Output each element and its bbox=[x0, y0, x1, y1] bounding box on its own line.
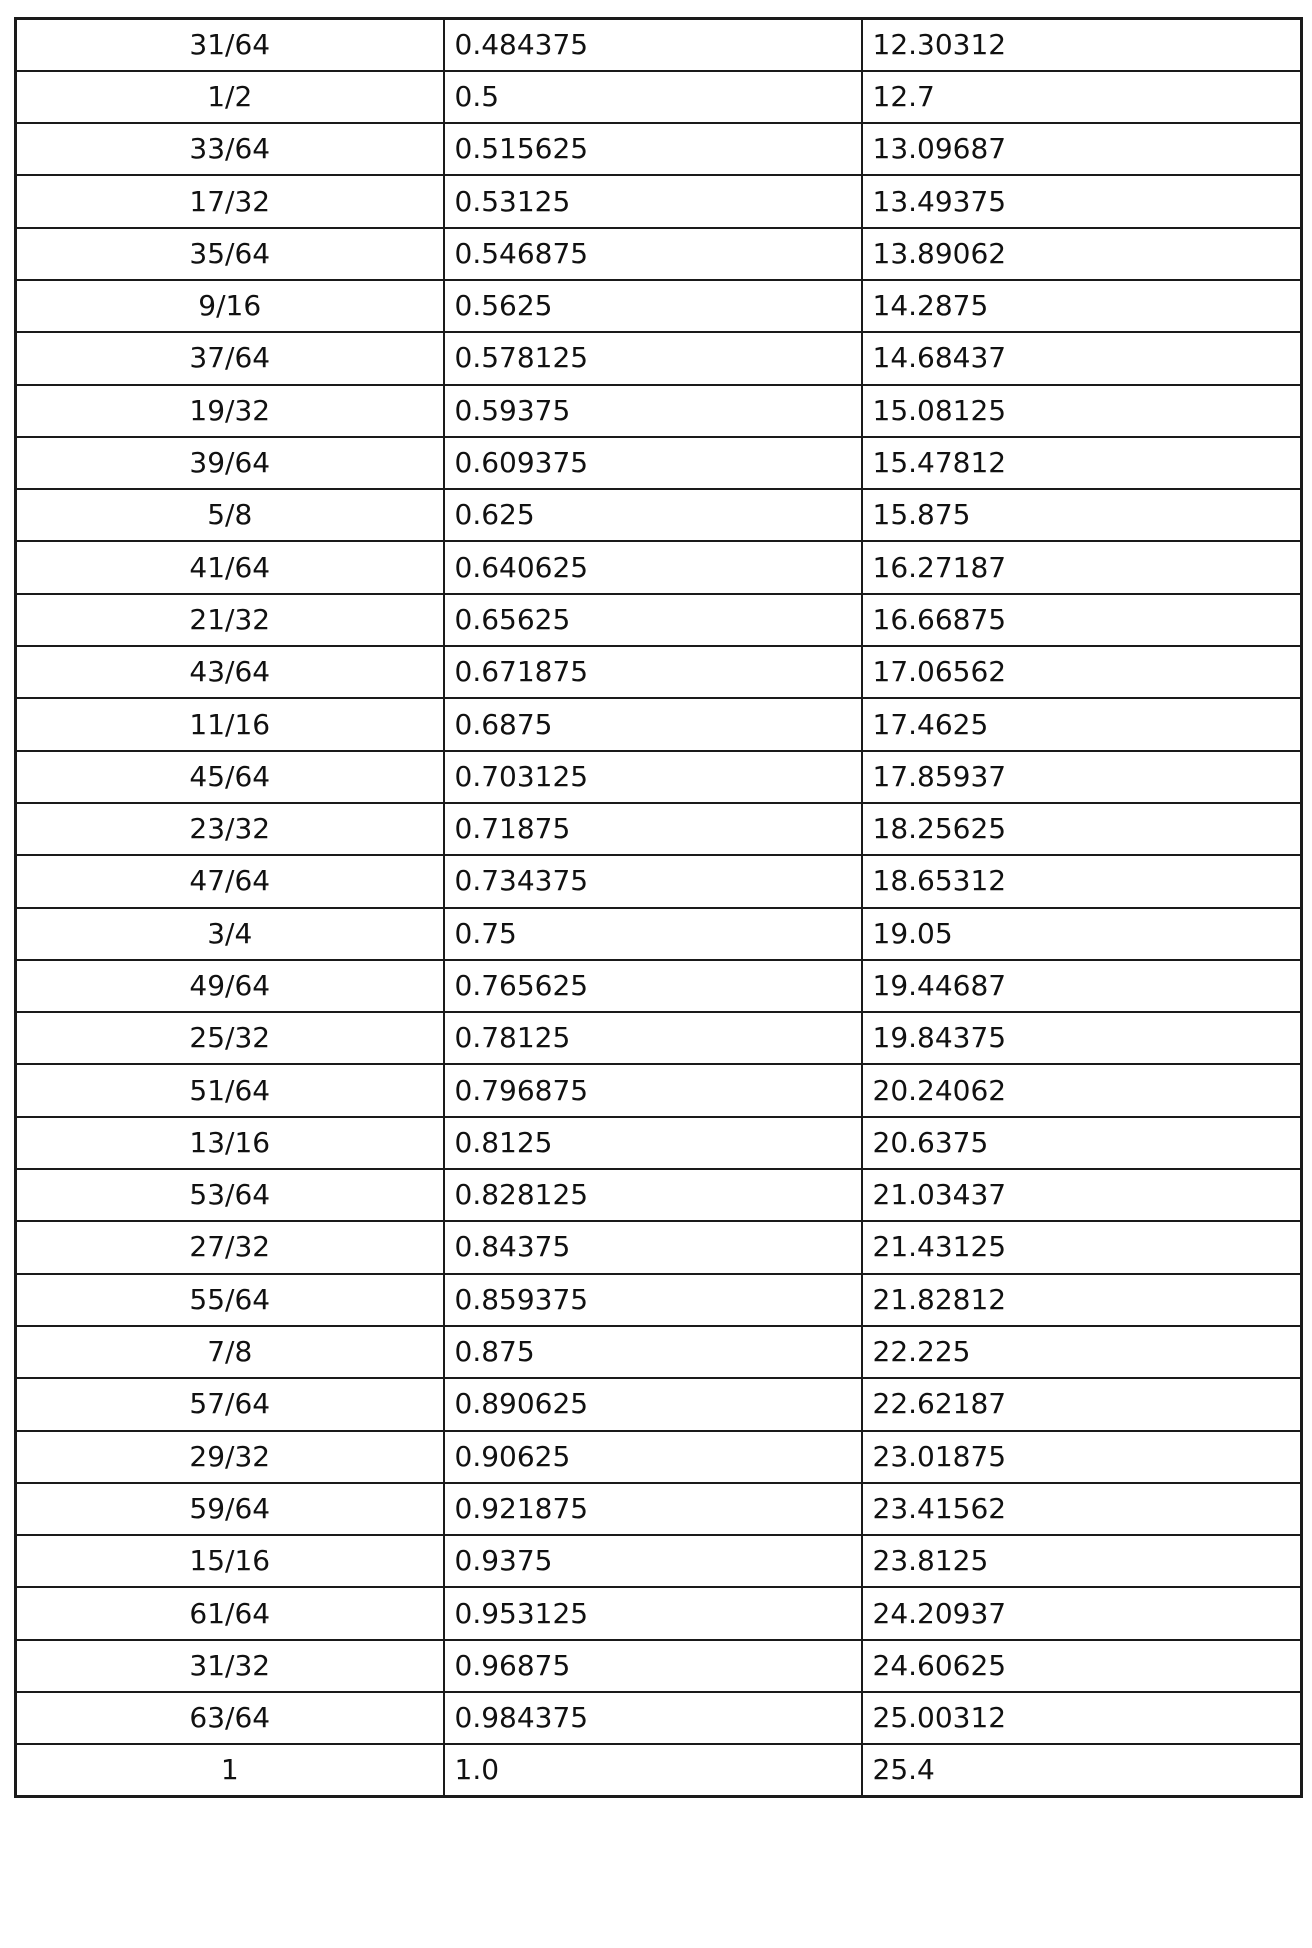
decimal-inch-cell: 1.0 bbox=[444, 1744, 862, 1796]
table-row bbox=[16, 1483, 1302, 1535]
millimeter-cell: 22.62187 bbox=[862, 1378, 1302, 1430]
decimal-inch-cell: 0.984375 bbox=[444, 1692, 862, 1744]
table-row bbox=[16, 1117, 1302, 1169]
millimeter-cell: 21.82812 bbox=[862, 1274, 1302, 1326]
decimal-inch-cell: 0.875 bbox=[444, 1326, 862, 1378]
decimal-inch-cell: 0.96875 bbox=[444, 1640, 862, 1692]
fraction-cell: 3/4 bbox=[16, 908, 444, 960]
decimal-inch-cell: 0.53125 bbox=[444, 175, 862, 227]
fraction-cell: 47/64 bbox=[16, 855, 444, 907]
millimeter-cell: 15.08125 bbox=[862, 385, 1302, 437]
decimal-inch-cell: 0.546875 bbox=[444, 228, 862, 280]
table-row bbox=[16, 1221, 1302, 1273]
millimeter-cell: 13.49375 bbox=[862, 175, 1302, 227]
table-row bbox=[16, 751, 1302, 803]
decimal-inch-cell: 0.84375 bbox=[444, 1221, 862, 1273]
millimeter-cell: 18.25625 bbox=[862, 803, 1302, 855]
fraction-cell: 49/64 bbox=[16, 960, 444, 1012]
decimal-inch-cell: 0.8125 bbox=[444, 1117, 862, 1169]
table-row bbox=[16, 489, 1302, 541]
table-row bbox=[16, 385, 1302, 437]
fraction-cell: 53/64 bbox=[16, 1169, 444, 1221]
table-row bbox=[16, 1535, 1302, 1587]
fraction-cell: 39/64 bbox=[16, 437, 444, 489]
millimeter-cell: 16.66875 bbox=[862, 594, 1302, 646]
fraction-cell: 17/32 bbox=[16, 175, 444, 227]
decimal-inch-cell: 0.953125 bbox=[444, 1587, 862, 1639]
fraction-cell: 5/8 bbox=[16, 489, 444, 541]
decimal-inch-cell: 0.625 bbox=[444, 489, 862, 541]
decimal-inch-cell: 0.640625 bbox=[444, 541, 862, 593]
millimeter-cell: 19.05 bbox=[862, 908, 1302, 960]
fraction-cell: 43/64 bbox=[16, 646, 444, 698]
fraction-cell: 35/64 bbox=[16, 228, 444, 280]
table-row bbox=[16, 1012, 1302, 1064]
fraction-cell: 29/32 bbox=[16, 1431, 444, 1483]
decimal-inch-cell: 0.59375 bbox=[444, 385, 862, 437]
millimeter-cell: 12.30312 bbox=[862, 19, 1302, 71]
table-row bbox=[16, 1326, 1302, 1378]
fraction-cell: 27/32 bbox=[16, 1221, 444, 1273]
table-row bbox=[16, 1744, 1302, 1796]
table-row bbox=[16, 280, 1302, 332]
millimeter-cell: 24.20937 bbox=[862, 1587, 1302, 1639]
millimeter-cell: 20.24062 bbox=[862, 1064, 1302, 1116]
decimal-inch-cell: 0.71875 bbox=[444, 803, 862, 855]
fraction-cell: 11/16 bbox=[16, 698, 444, 750]
millimeter-cell: 14.2875 bbox=[862, 280, 1302, 332]
table-row bbox=[16, 1274, 1302, 1326]
table-row bbox=[16, 1587, 1302, 1639]
fraction-cell: 59/64 bbox=[16, 1483, 444, 1535]
fraction-cell: 19/32 bbox=[16, 385, 444, 437]
millimeter-cell: 25.4 bbox=[862, 1744, 1302, 1796]
fraction-cell: 55/64 bbox=[16, 1274, 444, 1326]
fraction-cell: 57/64 bbox=[16, 1378, 444, 1430]
fraction-cell: 33/64 bbox=[16, 123, 444, 175]
millimeter-cell: 23.01875 bbox=[862, 1431, 1302, 1483]
table-row bbox=[16, 123, 1302, 175]
table-row bbox=[16, 437, 1302, 489]
table-row bbox=[16, 1064, 1302, 1116]
table-row bbox=[16, 960, 1302, 1012]
fraction-cell: 23/32 bbox=[16, 803, 444, 855]
table-row bbox=[16, 332, 1302, 384]
fraction-cell: 51/64 bbox=[16, 1064, 444, 1116]
fraction-cell: 31/64 bbox=[16, 19, 444, 71]
fraction-cell: 31/32 bbox=[16, 1640, 444, 1692]
decimal-inch-cell: 0.734375 bbox=[444, 855, 862, 907]
decimal-inch-cell: 0.703125 bbox=[444, 751, 862, 803]
fraction-cell: 61/64 bbox=[16, 1587, 444, 1639]
decimal-inch-cell: 0.765625 bbox=[444, 960, 862, 1012]
millimeter-cell: 15.47812 bbox=[862, 437, 1302, 489]
decimal-inch-cell: 0.890625 bbox=[444, 1378, 862, 1430]
millimeter-cell: 23.41562 bbox=[862, 1483, 1302, 1535]
millimeter-cell: 21.03437 bbox=[862, 1169, 1302, 1221]
decimal-inch-cell: 0.90625 bbox=[444, 1431, 862, 1483]
fraction-cell: 1/2 bbox=[16, 71, 444, 123]
fraction-cell: 9/16 bbox=[16, 280, 444, 332]
millimeter-cell: 19.44687 bbox=[862, 960, 1302, 1012]
decimal-inch-cell: 0.5 bbox=[444, 71, 862, 123]
decimal-inch-cell: 0.828125 bbox=[444, 1169, 862, 1221]
decimal-inch-cell: 0.484375 bbox=[444, 19, 862, 71]
decimal-inch-cell: 0.671875 bbox=[444, 646, 862, 698]
millimeter-cell: 24.60625 bbox=[862, 1640, 1302, 1692]
fraction-cell: 13/16 bbox=[16, 1117, 444, 1169]
millimeter-cell: 21.43125 bbox=[862, 1221, 1302, 1273]
decimal-inch-cell: 0.921875 bbox=[444, 1483, 862, 1535]
conversion-table bbox=[14, 17, 1303, 1798]
fraction-cell: 1 bbox=[16, 1744, 444, 1796]
millimeter-cell: 22.225 bbox=[862, 1326, 1302, 1378]
table-row bbox=[16, 228, 1302, 280]
table-row bbox=[16, 1692, 1302, 1744]
table-row bbox=[16, 908, 1302, 960]
millimeter-cell: 15.875 bbox=[862, 489, 1302, 541]
decimal-inch-cell: 0.515625 bbox=[444, 123, 862, 175]
millimeter-cell: 17.85937 bbox=[862, 751, 1302, 803]
table-row bbox=[16, 541, 1302, 593]
table-row bbox=[16, 646, 1302, 698]
decimal-inch-cell: 0.609375 bbox=[444, 437, 862, 489]
fraction-cell: 15/16 bbox=[16, 1535, 444, 1587]
millimeter-cell: 12.7 bbox=[862, 71, 1302, 123]
fraction-cell: 7/8 bbox=[16, 1326, 444, 1378]
decimal-inch-cell: 0.78125 bbox=[444, 1012, 862, 1064]
decimal-inch-cell: 0.75 bbox=[444, 908, 862, 960]
fraction-cell: 37/64 bbox=[16, 332, 444, 384]
table-row bbox=[16, 803, 1302, 855]
millimeter-cell: 25.00312 bbox=[862, 1692, 1302, 1744]
table-row bbox=[16, 855, 1302, 907]
conversion-table-body bbox=[16, 19, 1302, 1797]
millimeter-cell: 18.65312 bbox=[862, 855, 1302, 907]
fraction-cell: 21/32 bbox=[16, 594, 444, 646]
fraction-cell: 41/64 bbox=[16, 541, 444, 593]
decimal-inch-cell: 0.578125 bbox=[444, 332, 862, 384]
decimal-inch-cell: 0.9375 bbox=[444, 1535, 862, 1587]
millimeter-cell: 13.09687 bbox=[862, 123, 1302, 175]
table-row bbox=[16, 594, 1302, 646]
fraction-cell: 25/32 bbox=[16, 1012, 444, 1064]
decimal-inch-cell: 0.796875 bbox=[444, 1064, 862, 1116]
table-row bbox=[16, 1640, 1302, 1692]
table-row bbox=[16, 1431, 1302, 1483]
decimal-inch-cell: 0.6875 bbox=[444, 698, 862, 750]
table-row bbox=[16, 19, 1302, 71]
table-row bbox=[16, 698, 1302, 750]
millimeter-cell: 17.06562 bbox=[862, 646, 1302, 698]
fraction-cell: 63/64 bbox=[16, 1692, 444, 1744]
table-row bbox=[16, 1378, 1302, 1430]
millimeter-cell: 17.4625 bbox=[862, 698, 1302, 750]
millimeter-cell: 16.27187 bbox=[862, 541, 1302, 593]
millimeter-cell: 23.8125 bbox=[862, 1535, 1302, 1587]
millimeter-cell: 19.84375 bbox=[862, 1012, 1302, 1064]
table-row bbox=[16, 71, 1302, 123]
table-row bbox=[16, 175, 1302, 227]
decimal-inch-cell: 0.65625 bbox=[444, 594, 862, 646]
fraction-cell: 45/64 bbox=[16, 751, 444, 803]
millimeter-cell: 13.89062 bbox=[862, 228, 1302, 280]
decimal-inch-cell: 0.5625 bbox=[444, 280, 862, 332]
table-row bbox=[16, 1169, 1302, 1221]
millimeter-cell: 14.68437 bbox=[862, 332, 1302, 384]
millimeter-cell: 20.6375 bbox=[862, 1117, 1302, 1169]
decimal-inch-cell: 0.859375 bbox=[444, 1274, 862, 1326]
